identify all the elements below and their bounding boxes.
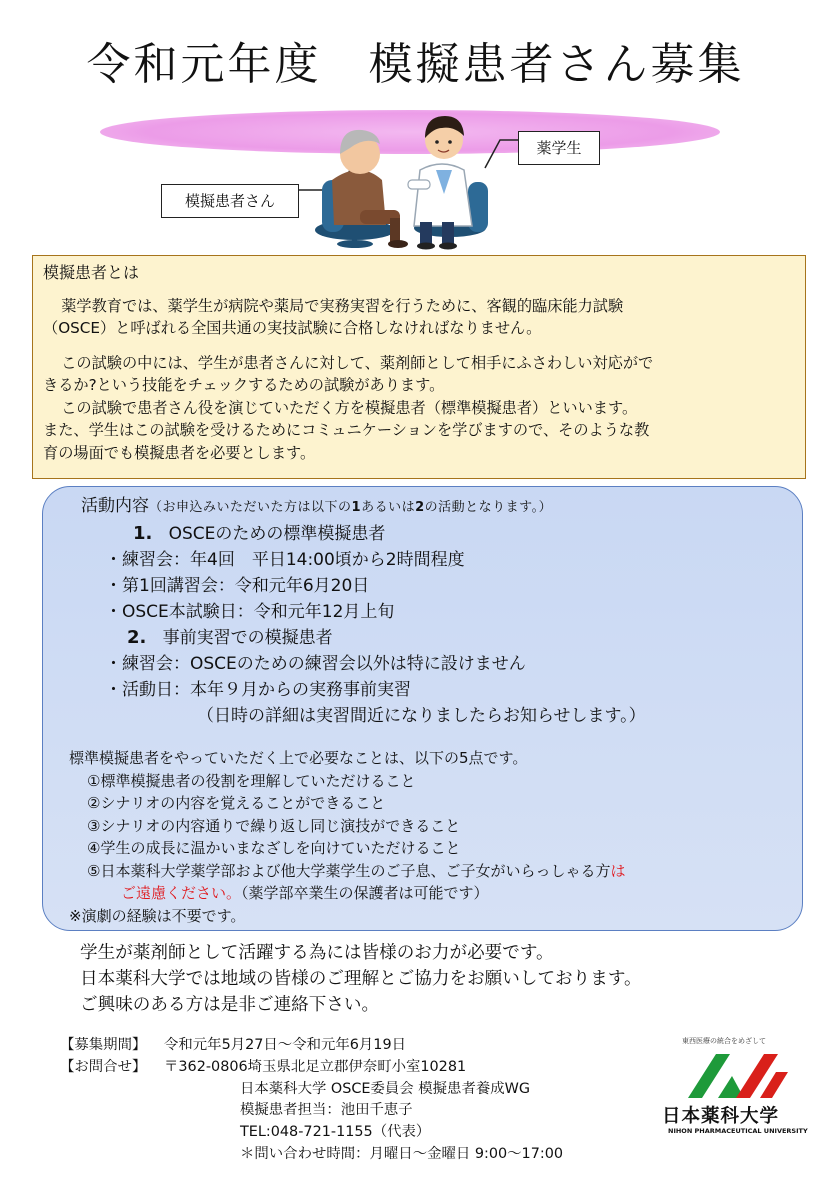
section-1-item: ・練習会：年4回 平日14:00頃から2時間程度 bbox=[105, 550, 465, 570]
activity-title: 活動内容 bbox=[81, 496, 149, 516]
page-title: 令和元年度 模擬患者さん募集 bbox=[86, 39, 745, 90]
requirement-item-5-cont bbox=[121, 882, 788, 905]
period-row bbox=[60, 1035, 563, 1057]
closing-message bbox=[80, 940, 642, 1018]
section-1-heading bbox=[133, 521, 788, 547]
section-2-detail: （日時の詳細は実習間近になりましたらお知らせします。） bbox=[197, 706, 646, 726]
activity-details-box bbox=[42, 486, 803, 931]
activity-note bbox=[149, 500, 552, 515]
requirement-item: ③シナリオの内容通りで繰り返し同じ演技ができること bbox=[87, 816, 461, 835]
period-value: 令和元年5月27日～令和元年6月19日 bbox=[164, 1037, 407, 1053]
section-2-item: ・活動日：本年９月からの実務事前実習 bbox=[105, 680, 411, 700]
requirement-5-red-particle: は bbox=[610, 861, 626, 880]
about-simulated-patient-box bbox=[32, 255, 806, 479]
inquiry-row bbox=[60, 1057, 563, 1079]
requirement-item: ②シナリオの内容を覚えることができること bbox=[87, 794, 386, 812]
requirement-5-parenthetical: （薬学部卒業生の保護者は可能です） bbox=[241, 884, 489, 902]
requirement-note: ※演劇の経験は不要です。 bbox=[69, 906, 246, 925]
requirement-item: ④学生の成長に温かいまなざしを向けていただけること bbox=[87, 839, 461, 857]
section-2-heading bbox=[127, 625, 788, 651]
logo-tagline: 東西医療の統合をめざして bbox=[682, 1037, 766, 1045]
closing-line: ご興味のある方は是非ご連絡下さい。 bbox=[80, 995, 380, 1015]
closing-line: 日本薬科大学では地域の皆様のご理解とご協力をお願いしております。 bbox=[80, 969, 642, 989]
activity-note-pre: （お申込みいただいた方は以下の bbox=[149, 500, 352, 515]
university-logo bbox=[662, 1036, 822, 1136]
logo-university-name-en: NIHON PHARMACEUTICAL UNIVERSITY bbox=[668, 1127, 808, 1135]
activity-note-post: の活動となります。） bbox=[424, 500, 553, 515]
about-paragraph-1b: （OSCE）と呼ばれる全国共通の実技試験に合格しなければなりません。 bbox=[43, 319, 542, 337]
about-paragraph-1a: 薬学教育では、薬学生が病院や薬局で実務実習を行うために、客観的臨床能力試験 bbox=[61, 296, 624, 315]
logo-university-name: 日本薬科大学 bbox=[662, 1106, 780, 1127]
activity-note-n1: 1 bbox=[351, 500, 362, 515]
requirement-5-text: ⑤日本薬科大学薬学部および他大学薬学生のご子息、ご子女がいらっしゃる方 bbox=[87, 861, 611, 880]
activity-note-n2: 2 bbox=[415, 500, 425, 515]
about-paragraph-4b: 育の場面でも模擬患者を必要とします。 bbox=[43, 443, 316, 462]
inquiry-hours: ＊問い合わせ時間：月曜日～金曜日 9:00～17:00 bbox=[240, 1145, 564, 1162]
phone-number: TEL:048-721-1155（代表） bbox=[240, 1124, 431, 1141]
contact-person: 模擬患者担当：池田千恵子 bbox=[240, 1102, 413, 1119]
about-heading: 模擬患者とは bbox=[43, 263, 140, 282]
section-1-item: ・第1回講習会：令和元年6月20日 bbox=[105, 576, 370, 596]
organization: 日本薬科大学 OSCE委員会 模擬患者養成WG bbox=[240, 1080, 530, 1097]
closing-line: 学生が薬剤師として活躍する為には皆様のお力が必要です。 bbox=[80, 943, 554, 963]
activity-header bbox=[69, 493, 788, 521]
student-callout-label: 薬学生 bbox=[518, 131, 600, 165]
about-paragraph-3: この試験で患者さん役を演じていただく方を模擬患者（標準模擬患者）といいます。 bbox=[61, 398, 638, 417]
patient-callout-label: 模擬患者さん bbox=[161, 184, 299, 218]
activity-note-mid: あるいは bbox=[361, 500, 416, 515]
requirement-item-5 bbox=[87, 860, 788, 883]
about-paragraph-2b: きるか?という技能をチェックするための試験があります。 bbox=[43, 376, 445, 394]
about-paragraph-4a: また、学生はこの試験を受けるためにコミュニケーションを学びますので、そのような教 bbox=[43, 421, 650, 439]
section-2-title: 事前実習での模擬患者 bbox=[162, 628, 333, 648]
section-2-item: ・練習会：OSCEのための練習会以外は特に設けません bbox=[105, 654, 526, 674]
period-label: 【募集期間】 bbox=[60, 1037, 147, 1053]
requirements-intro: 標準模擬患者をやっていただく上で必要なことは、以下の5点です。 bbox=[69, 749, 528, 767]
section-1-title: OSCEのための標準模擬患者 bbox=[168, 524, 386, 544]
section-1-number: 1. bbox=[133, 523, 153, 544]
logo-mark-icon bbox=[686, 1048, 796, 1100]
inquiry-label: 【お問合せ】 bbox=[60, 1058, 147, 1075]
contact-info bbox=[60, 1035, 563, 1166]
requirement-5-red-warning: ご遠慮ください。 bbox=[121, 884, 242, 902]
section-1-item: ・OSCE本試験日：令和元年12月上旬 bbox=[105, 602, 395, 622]
section-2-number: 2. bbox=[127, 627, 147, 648]
about-paragraph-2a: この試験の中には、学生が患者さんに対して、薬剤師として相手にふさわしい対応がで bbox=[61, 353, 654, 372]
patient-pharmacist-illustration bbox=[260, 110, 510, 250]
address: 〒362-0806埼玉県北足立郡伊奈町小室10281 bbox=[164, 1058, 467, 1075]
requirement-item: ①標準模擬患者の役割を理解していただけること bbox=[87, 771, 416, 790]
